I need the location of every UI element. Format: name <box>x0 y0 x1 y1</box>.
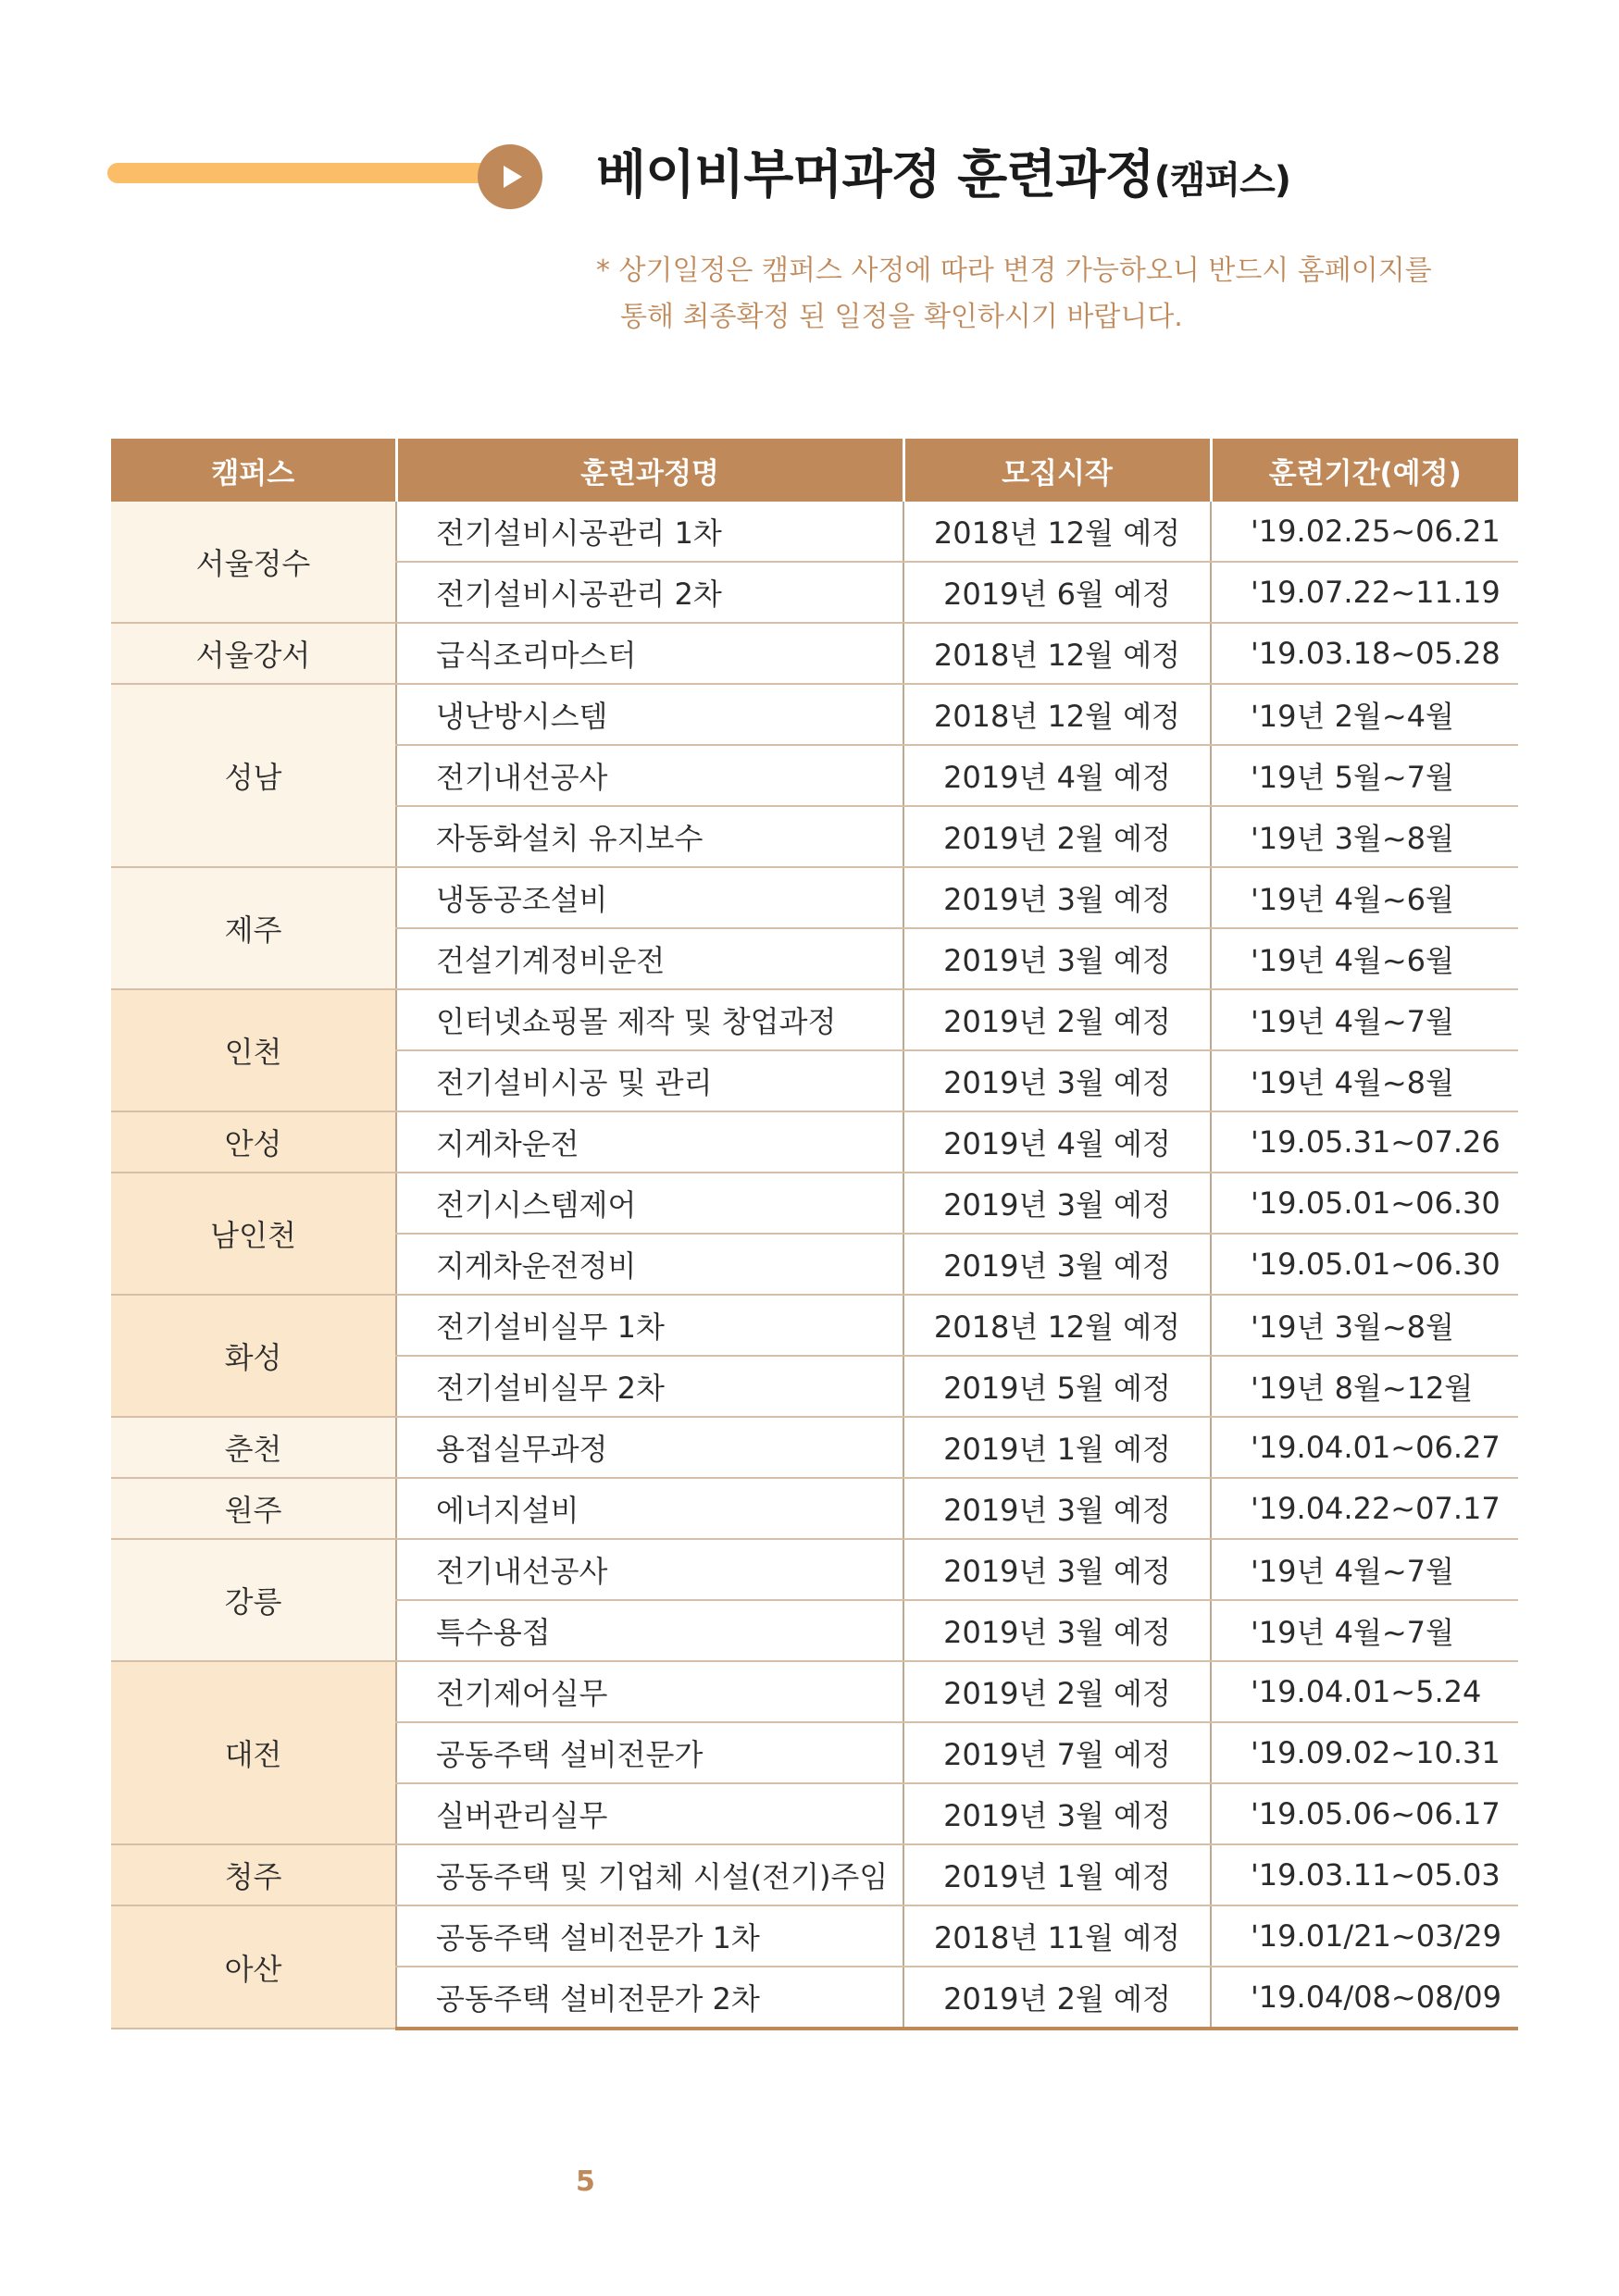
table-row <box>111 1661 1518 1722</box>
course-cell: 공동주택 설비전문가 <box>396 1722 903 1783</box>
page-title-sub: (캠퍼스) <box>1153 159 1291 202</box>
table-row <box>111 1905 1518 1967</box>
table-row <box>111 867 1518 928</box>
course-cell: 냉난방시스템 <box>396 684 903 745</box>
note-line-1: * 상기일정은 캠퍼스 사정에 따라 변경 가능하오니 반드시 홈페이지를 <box>596 254 1432 287</box>
course-cell: 인터넷쇼핑몰 제작 및 창업과정 <box>396 989 903 1050</box>
campus-cell: 강릉 <box>111 1539 396 1661</box>
campus-cell: 안성 <box>111 1111 396 1173</box>
recruit-cell: 2019년 3월 예정 <box>903 1783 1211 1844</box>
recruit-cell: 2019년 2월 예정 <box>903 989 1211 1050</box>
period-cell: '19.05.31~07.26 <box>1211 1111 1518 1173</box>
period-cell: '19.04.22~07.17 <box>1211 1478 1518 1539</box>
recruit-cell: 2019년 1월 예정 <box>903 1844 1211 1905</box>
period-cell: '19.09.02~10.31 <box>1211 1722 1518 1783</box>
course-cell: 전기설비실무 1차 <box>396 1295 903 1356</box>
table-row <box>111 1844 1518 1905</box>
period-cell: '19년 3월~8월 <box>1211 806 1518 867</box>
campus-cell: 인천 <box>111 989 396 1111</box>
table-row <box>111 1295 1518 1356</box>
recruit-cell: 2019년 4월 예정 <box>903 1111 1211 1173</box>
recruit-cell: 2019년 2월 예정 <box>903 1661 1211 1722</box>
table-row <box>111 502 1518 562</box>
recruit-cell: 2019년 1월 예정 <box>903 1417 1211 1478</box>
period-cell: '19년 4월~7월 <box>1211 1539 1518 1600</box>
period-cell: '19.04/08~08/09 <box>1211 1967 1518 2029</box>
table-row <box>111 623 1518 684</box>
header-campus: 캠퍼스 <box>111 439 396 502</box>
period-cell: '19.07.22~11.19 <box>1211 562 1518 623</box>
recruit-cell: 2019년 3월 예정 <box>903 1234 1211 1295</box>
recruit-cell: 2018년 12월 예정 <box>903 502 1211 562</box>
campus-cell: 청주 <box>111 1844 396 1905</box>
table-row <box>111 1539 1518 1600</box>
campus-cell: 대전 <box>111 1661 396 1844</box>
recruit-cell: 2019년 3월 예정 <box>903 1478 1211 1539</box>
course-cell: 공동주택 설비전문가 1차 <box>396 1905 903 1967</box>
table-row <box>111 1417 1518 1478</box>
table-row <box>111 1478 1518 1539</box>
period-cell: '19년 8월~12월 <box>1211 1356 1518 1417</box>
table-row <box>111 989 1518 1050</box>
campus-cell: 아산 <box>111 1905 396 2029</box>
recruit-cell: 2019년 3월 예정 <box>903 1600 1211 1661</box>
course-cell: 에너지설비 <box>396 1478 903 1539</box>
table-row <box>111 1173 1518 1234</box>
period-cell: '19년 3월~8월 <box>1211 1295 1518 1356</box>
page-title <box>596 139 1290 217</box>
period-cell: '19.04.01~06.27 <box>1211 1417 1518 1478</box>
recruit-cell: 2019년 2월 예정 <box>903 1967 1211 2029</box>
course-cell: 전기설비시공관리 2차 <box>396 562 903 623</box>
course-cell: 용접실무과정 <box>396 1417 903 1478</box>
period-cell: '19.02.25~06.21 <box>1211 502 1518 562</box>
campus-cell: 서울강서 <box>111 623 396 684</box>
recruit-cell: 2019년 7월 예정 <box>903 1722 1211 1783</box>
recruit-cell: 2018년 12월 예정 <box>903 623 1211 684</box>
course-cell: 건설기계정비운전 <box>396 928 903 989</box>
recruit-cell: 2018년 12월 예정 <box>903 1295 1211 1356</box>
page-number: 5 <box>576 2166 595 2198</box>
play-icon <box>478 144 542 209</box>
course-cell: 냉동공조설비 <box>396 867 903 928</box>
table-body <box>111 502 1518 2029</box>
course-schedule-table <box>111 439 1518 2030</box>
period-cell: '19년 4월~6월 <box>1211 928 1518 989</box>
course-cell: 자동화설치 유지보수 <box>396 806 903 867</box>
period-cell: '19.05.01~06.30 <box>1211 1234 1518 1295</box>
course-cell: 지게차운전정비 <box>396 1234 903 1295</box>
header-period: 훈련기간(예정) <box>1211 439 1518 502</box>
period-cell: '19년 4월~6월 <box>1211 867 1518 928</box>
recruit-cell: 2019년 6월 예정 <box>903 562 1211 623</box>
course-cell: 전기설비시공 및 관리 <box>396 1050 903 1111</box>
recruit-cell: 2019년 3월 예정 <box>903 867 1211 928</box>
course-cell: 전기설비실무 2차 <box>396 1356 903 1417</box>
course-cell: 지게차운전 <box>396 1111 903 1173</box>
period-cell: '19년 4월~7월 <box>1211 1600 1518 1661</box>
period-cell: '19.01/21~03/29 <box>1211 1905 1518 1967</box>
campus-cell: 성남 <box>111 684 396 867</box>
course-cell: 공동주택 설비전문가 2차 <box>396 1967 903 2029</box>
period-cell: '19년 5월~7월 <box>1211 745 1518 806</box>
recruit-cell: 2019년 4월 예정 <box>903 745 1211 806</box>
table-header-row <box>111 439 1518 502</box>
campus-cell: 제주 <box>111 867 396 989</box>
campus-cell: 화성 <box>111 1295 396 1417</box>
campus-cell: 서울정수 <box>111 502 396 623</box>
course-cell: 특수용접 <box>396 1600 903 1661</box>
period-cell: '19.05.01~06.30 <box>1211 1173 1518 1234</box>
period-cell: '19.03.18~05.28 <box>1211 623 1518 684</box>
recruit-cell: 2019년 2월 예정 <box>903 806 1211 867</box>
table-row <box>111 1111 1518 1173</box>
campus-cell: 춘천 <box>111 1417 396 1478</box>
recruit-cell: 2019년 3월 예정 <box>903 928 1211 989</box>
table-row <box>111 684 1518 745</box>
period-cell: '19년 2월~4월 <box>1211 684 1518 745</box>
recruit-cell: 2019년 3월 예정 <box>903 1539 1211 1600</box>
page-title-main: 베이비부머과정 훈련과정 <box>596 145 1154 205</box>
campus-cell: 원주 <box>111 1478 396 1539</box>
course-cell: 급식조리마스터 <box>396 623 903 684</box>
title-decor-bar <box>107 163 496 183</box>
recruit-cell: 2019년 3월 예정 <box>903 1173 1211 1234</box>
note-line-2: 통해 최종확정 된 일정을 확인하시기 바랍니다. <box>620 301 1183 333</box>
recruit-cell: 2018년 11월 예정 <box>903 1905 1211 1967</box>
course-cell: 공동주택 및 기업체 시설(전기)주임 <box>396 1844 903 1905</box>
recruit-cell: 2018년 12월 예정 <box>903 684 1211 745</box>
course-cell: 전기제어실무 <box>396 1661 903 1722</box>
header-course: 훈련과정명 <box>396 439 903 502</box>
campus-cell: 남인천 <box>111 1173 396 1295</box>
schedule-note <box>596 248 1522 341</box>
period-cell: '19년 4월~8월 <box>1211 1050 1518 1111</box>
course-cell: 전기내선공사 <box>396 1539 903 1600</box>
header-recruit: 모집시작 <box>903 439 1211 502</box>
period-cell: '19.05.06~06.17 <box>1211 1783 1518 1844</box>
course-cell: 전기내선공사 <box>396 745 903 806</box>
period-cell: '19.04.01~5.24 <box>1211 1661 1518 1722</box>
period-cell: '19년 4월~7월 <box>1211 989 1518 1050</box>
recruit-cell: 2019년 5월 예정 <box>903 1356 1211 1417</box>
recruit-cell: 2019년 3월 예정 <box>903 1050 1211 1111</box>
course-cell: 전기설비시공관리 1차 <box>396 502 903 562</box>
period-cell: '19.03.11~05.03 <box>1211 1844 1518 1905</box>
course-cell: 실버관리실무 <box>396 1783 903 1844</box>
course-cell: 전기시스템제어 <box>396 1173 903 1234</box>
